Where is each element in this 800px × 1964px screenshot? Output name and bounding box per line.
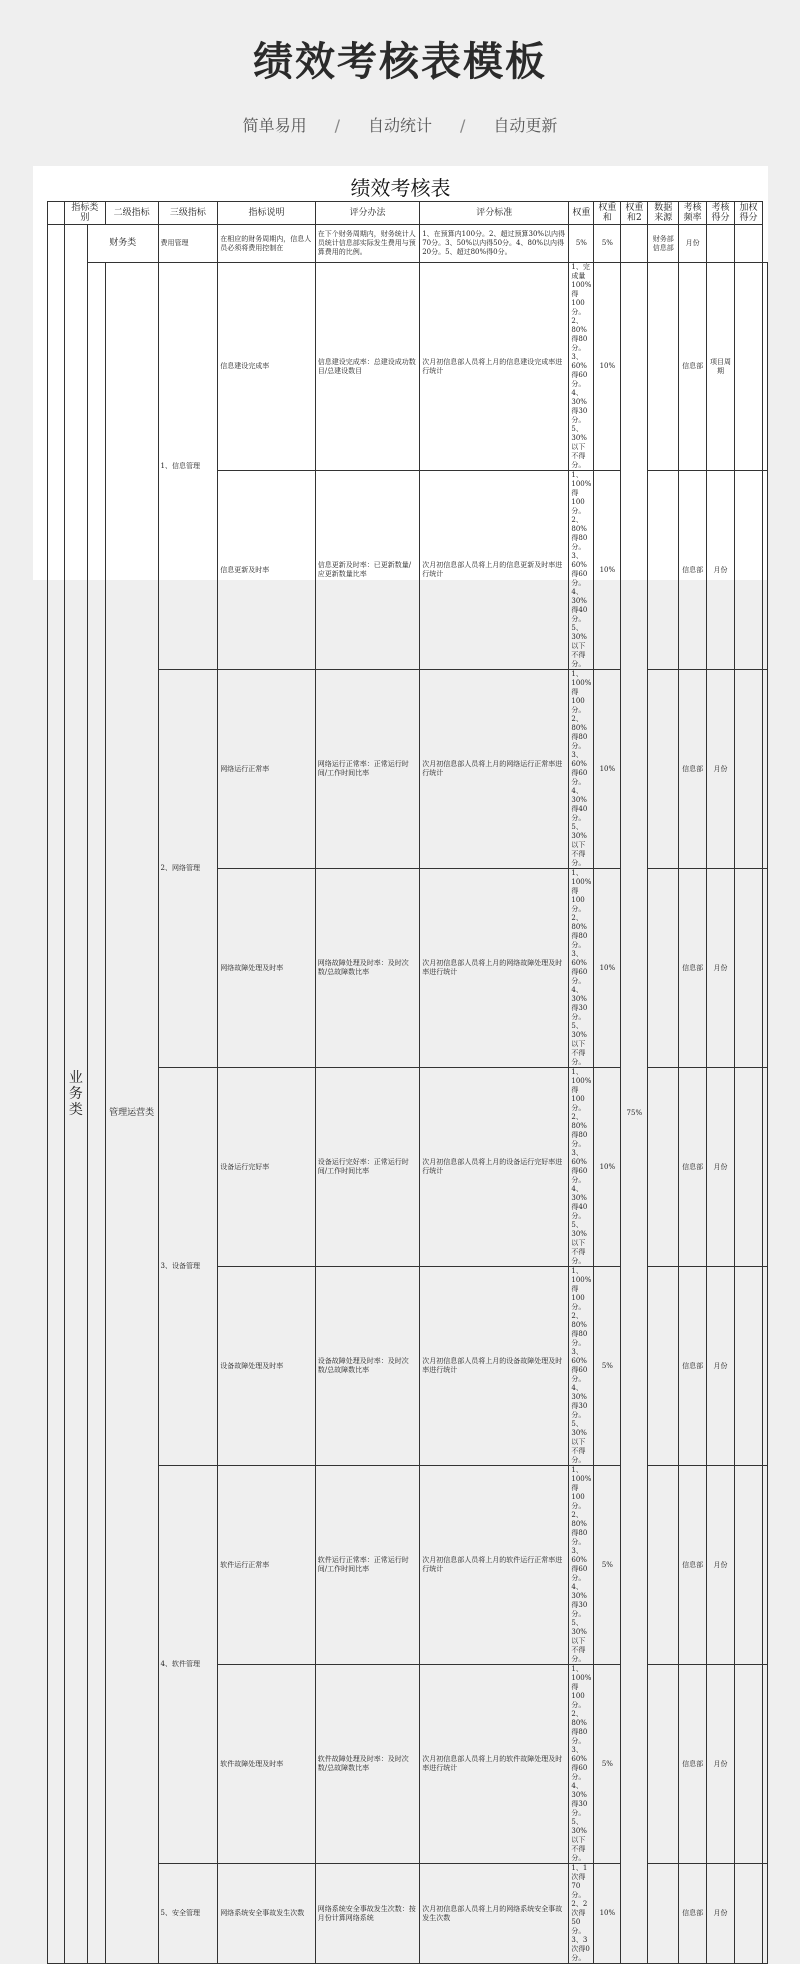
scoring-method: 次月初信息部人员将上月的网络运行正常率进行统计	[420, 670, 569, 869]
header-cell: 指标说明	[218, 202, 316, 225]
data-source: 信息部	[679, 1068, 707, 1267]
frequency: 月份	[707, 471, 735, 670]
scoring-standard: 1、1次得70分。2、2次得50分。3、3次得0分。	[569, 1864, 594, 1964]
weight-cell: 10%	[594, 869, 621, 1068]
weight-cell: 5%	[569, 225, 594, 263]
feature-auto-stat: 自动统计	[367, 116, 432, 135]
weight-cell: 10%	[594, 471, 621, 670]
data-source: 信息部	[679, 263, 707, 471]
feature-separator: /	[334, 116, 340, 135]
weight-cell: 10%	[594, 263, 621, 471]
sub-indicator: 软件运行正常率	[218, 1466, 316, 1665]
indicator-desc: 在相应的财务周期内，信息人员必须将费用控制在	[218, 225, 316, 263]
frequency: 月份	[707, 1665, 735, 1864]
score-cell[interactable]	[735, 471, 763, 670]
indicator-desc: 设备故障处理及时率：及时次数/总故障数比率	[315, 1267, 419, 1466]
frequency: 月份	[679, 225, 707, 263]
score-cell[interactable]	[735, 1466, 763, 1665]
indicator-desc: 信息更新及时率：已更新数量/应更新数量比率	[315, 471, 419, 670]
feature-easy: 简单易用	[242, 116, 307, 135]
category-ops: 管理运营类	[105, 263, 158, 1964]
scoring-method: 次月初信息部人员将上月的信息建设完成率进行统计	[420, 263, 569, 471]
sub-indicator: 信息建设完成率	[218, 263, 316, 471]
data-source: 信息部	[679, 1466, 707, 1665]
data-source: 财务部信息部	[648, 225, 679, 263]
weighted-score-cell[interactable]	[763, 471, 768, 670]
score-cell[interactable]	[735, 1068, 763, 1267]
weight-cell: 5%	[594, 1665, 621, 1864]
data-source: 信息部	[679, 1665, 707, 1864]
scoring-standard: 1、100%得100分。2、80%得80分。3、60%得60分。4、30%得40分。5、30%以下不得分。	[569, 1068, 594, 1267]
indicator-desc: 网络故障处理及时率：及时次数/总故障数比率	[315, 869, 419, 1068]
sub-indicator: 信息更新及时率	[218, 471, 316, 670]
weight-sum2-cell	[648, 1864, 679, 1964]
score-cell[interactable]	[735, 869, 763, 1068]
indicator-desc: 信息建设完成率：总建设成功数目/总建设数目	[315, 263, 419, 471]
kpi-table	[47, 201, 768, 1964]
sub-indicator: 网络系统安全事故发生次数	[218, 1864, 316, 1964]
frequency: 月份	[707, 1068, 735, 1267]
weighted-score-cell[interactable]	[763, 1665, 768, 1864]
indicator-desc: 网络运行正常率：正常运行时间/工作时间比率	[315, 670, 419, 869]
scoring-method: 次月初信息部人员将上月的设备运行完好率进行统计	[420, 1068, 569, 1267]
score-cell[interactable]	[735, 1267, 763, 1466]
scoring-method: 次月初信息部人员将上月的网络故障处理及时率进行统计	[420, 869, 569, 1068]
weight-sum2-cell	[648, 1068, 679, 1267]
indicator-desc: 网络系统安全事故发生次数：按月份计算网络系统	[315, 1864, 419, 1964]
group-label: 5、安全管理	[158, 1864, 218, 1964]
sub-indicator: 设备故障处理及时率	[218, 1267, 316, 1466]
header-cell: 评分办法	[315, 202, 419, 225]
feature-tagline	[0, 113, 800, 136]
scoring-method: 次月初信息部人员将上月的信息更新及时率进行统计	[420, 471, 569, 670]
score-cell[interactable]	[735, 1864, 763, 1964]
data-source: 信息部	[679, 471, 707, 670]
sub-indicator: 网络运行正常率	[218, 670, 316, 869]
blank-cell	[48, 225, 65, 1964]
frequency: 项目周期	[707, 263, 735, 471]
table-row	[48, 225, 768, 263]
header-cell: 数据来源	[648, 202, 679, 225]
score-cell[interactable]	[735, 670, 763, 869]
frequency: 月份	[707, 869, 735, 1068]
header-cell: 考核频率	[679, 202, 707, 225]
weighted-score-cell[interactable]	[763, 670, 768, 869]
scoring-method: 次月初信息部人员将上月的软件运行正常率进行统计	[420, 1466, 569, 1665]
spreadsheet-preview	[33, 166, 768, 1962]
weighted-score-cell[interactable]	[763, 1267, 768, 1466]
feature-auto-update: 自动更新	[493, 116, 558, 135]
scoring-standard: 1、在预算内100分。2、超过预算30%以内得70分。3、50%以内得50分。4、80%以内得20分。5、超过80%得0分。	[420, 225, 569, 263]
blank-cell	[87, 263, 105, 1964]
weighted-score-cell[interactable]	[763, 869, 768, 1068]
scoring-method: 次月初信息部人员将上月的软件故障处理及时率进行统计	[420, 1665, 569, 1864]
header-cell: 三级指标	[158, 202, 218, 225]
header-cell: 指标类别	[64, 202, 105, 225]
scoring-method: 在下个财务周期内，财务统计人员统计信息部实际发生费用与预算费用的比例。	[315, 225, 419, 263]
scoring-standard: 1、100%得100分。2、80%得80分。3、60%得60分。4、30%得30分。5、30%以下不得分。	[569, 1466, 594, 1665]
page-title: 绩效考核表模板	[253, 39, 547, 85]
category-business: 业务类	[64, 225, 87, 1964]
weighted-score-cell[interactable]	[763, 1864, 768, 1964]
table-row	[48, 263, 768, 471]
sub-indicator: 软件故障处理及时率	[218, 1665, 316, 1864]
sub-indicator: 网络故障处理及时率	[218, 869, 316, 1068]
header-row	[48, 202, 768, 225]
data-source: 信息部	[679, 670, 707, 869]
frequency: 月份	[707, 1466, 735, 1665]
header-cell: 评分标准	[420, 202, 569, 225]
weighted-score-cell[interactable]	[735, 225, 763, 263]
header-blank	[48, 202, 65, 225]
scoring-standard: 1、100%得100分。2、80%得80分。3、60%得60分。4、30%得30分。5、30%以下不得分。	[569, 1665, 594, 1864]
weight-sum2-cell	[648, 670, 679, 869]
weighted-score-cell[interactable]	[763, 263, 768, 471]
weight-cell: 5%	[594, 1267, 621, 1466]
weight-sum2-cell	[648, 1267, 679, 1466]
frequency: 月份	[707, 1864, 735, 1964]
header-cell: 加权得分	[735, 202, 763, 225]
scoring-standard: 1、100%得100分。2、80%得80分。3、60%得60分。4、30%得30分。5、30%以下不得分。	[569, 869, 594, 1068]
frequency: 月份	[707, 670, 735, 869]
data-source: 信息部	[679, 1864, 707, 1964]
group-label: 1、信息管理	[158, 263, 218, 670]
frequency: 月份	[707, 1267, 735, 1466]
header-cell: 权重和	[594, 202, 621, 225]
score-cell[interactable]	[735, 1665, 763, 1864]
weight-cell: 5%	[594, 1466, 621, 1665]
scoring-standard: 1、100%得100分。2、80%得80分。3、60%得60分。4、30%得30分。5、30%以下不得分。	[569, 1267, 594, 1466]
scoring-method: 次月初信息部人员将上月的设备故障处理及时率进行统计	[420, 1267, 569, 1466]
weight-cell: 10%	[594, 670, 621, 869]
group-label: 2、网络管理	[158, 670, 218, 1068]
weight-sum2-cell	[648, 263, 679, 471]
weighted-score-cell[interactable]	[763, 1068, 768, 1267]
weight-sum2-cell	[648, 1665, 679, 1864]
group-label: 4、软件管理	[158, 1466, 218, 1864]
score-cell[interactable]	[735, 263, 763, 471]
weight-sum2-cell	[621, 225, 648, 263]
weight-cell: 10%	[594, 1864, 621, 1964]
data-source: 信息部	[679, 1267, 707, 1466]
weighted-score-cell[interactable]	[763, 1466, 768, 1665]
scoring-standard: 1、100%得100分。2、80%得80分。3、60%得60分。4、30%得40分。5、30%以下不得分。	[569, 471, 594, 670]
weight-sum2-cell	[648, 471, 679, 670]
indicator-desc: 软件故障处理及时率：及时次数/总故障数比率	[315, 1665, 419, 1864]
sheet-title: 绩效考核表	[350, 176, 451, 200]
group-label: 3、设备管理	[158, 1068, 218, 1466]
data-source: 信息部	[679, 869, 707, 1068]
scoring-standard: 1、完成量100%得100分。2、80%得80分。3、60%得60分。4、30%得30分。5、30%以下不得分。	[569, 263, 594, 471]
sub-indicator: 费用管理	[158, 225, 218, 263]
category-finance: 财务类	[87, 225, 158, 263]
header-cell: 考核得分	[707, 202, 735, 225]
scoring-method: 次月初信息部人员将上月的网络系统安全事故发生次数	[420, 1864, 569, 1964]
weight-sum2-cell	[648, 869, 679, 1068]
score-cell[interactable]	[707, 225, 735, 263]
header-cell: 二级指标	[105, 202, 158, 225]
weight-sum-cell: 5%	[594, 225, 621, 263]
header-cell: 权重和2	[621, 202, 648, 225]
weight-sum-cell: 75%	[621, 263, 648, 1964]
feature-separator: /	[460, 116, 466, 135]
indicator-desc: 设备运行完好率：正常运行时间/工作时间比率	[315, 1068, 419, 1267]
weight-sum2-cell	[648, 1466, 679, 1665]
weight-cell: 10%	[594, 1068, 621, 1267]
indicator-desc: 软件运行正常率：正常运行时间/工作时间比率	[315, 1466, 419, 1665]
sub-indicator: 设备运行完好率	[218, 1068, 316, 1267]
header-cell: 权重	[569, 202, 594, 225]
scoring-standard: 1、100%得100分。2、80%得80分。3、60%得60分。4、30%得40分。5、30%以下不得分。	[569, 670, 594, 869]
